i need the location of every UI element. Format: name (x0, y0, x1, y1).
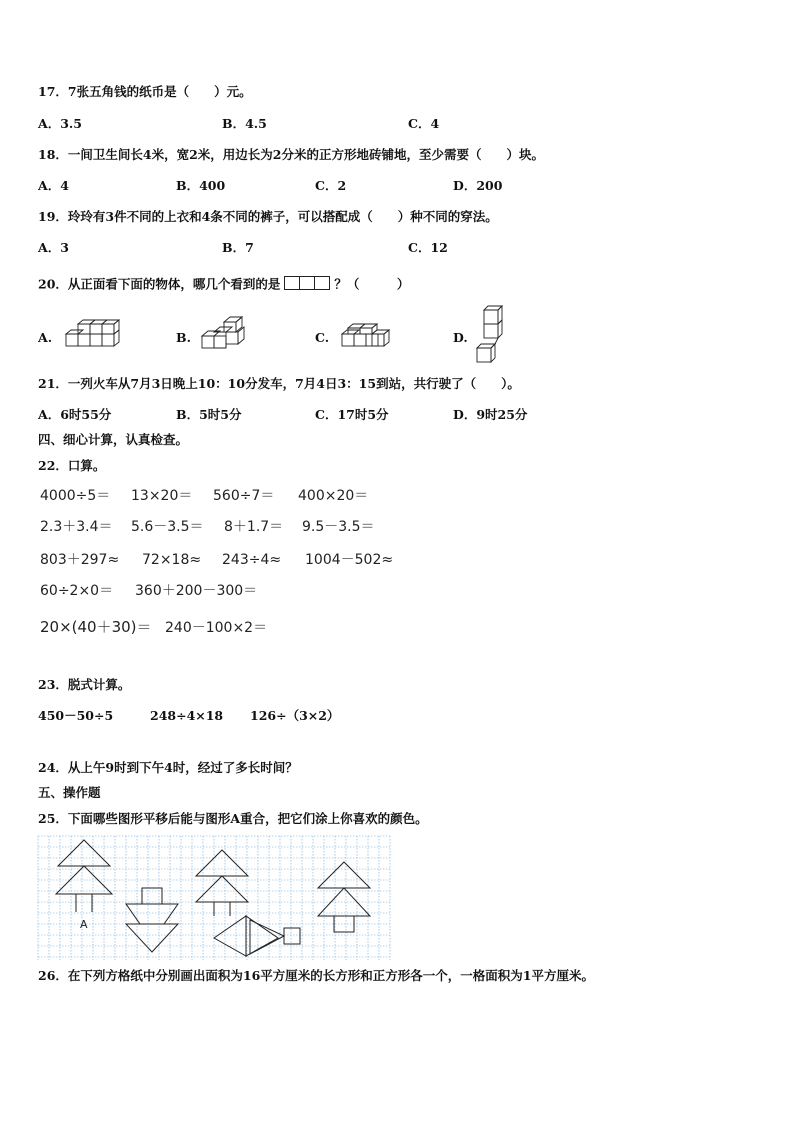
q18-option-b: B．400 (176, 178, 226, 193)
tree-shape-rotated (214, 916, 300, 956)
cube-figure-d-icon (474, 304, 506, 366)
shapes (56, 840, 370, 956)
calc-item: 5.6－3.5＝ (131, 519, 204, 535)
question-19-stem: 19．玲玲有3件不同的上衣和4条不同的裤子，可以搭配成（ ）种不同的穿法。 (38, 209, 498, 224)
q20-option-b: B. (176, 330, 191, 345)
q18-option-d: D．200 (453, 178, 503, 193)
calc-item: 9.5－3.5＝ (302, 519, 375, 535)
calc-item: 60÷2×0＝ (40, 583, 114, 599)
q20-stem-after: ？（ ） (334, 276, 410, 292)
section-4-heading: 四、细心计算，认真检查。 (38, 432, 189, 447)
figure-a-label: A (80, 918, 88, 931)
question-21-stem: 21．一列火车从7月3日晚上10：10分发车，7月4日3：15到站，共行驶了（ ）。 (38, 376, 520, 391)
q20-stem-before: 20．从正面看下面的物体，哪几个看到的是 (38, 276, 281, 292)
q17-option-b: B．4.5 (222, 116, 267, 131)
tree-shape-a (56, 840, 112, 912)
q19-option-b: B．7 (222, 240, 254, 255)
question-20-stem (38, 276, 409, 294)
dotted-grid-lines (38, 836, 390, 960)
question-17-stem: 17．7张五角钱的纸币是（ ）元。 (38, 84, 252, 99)
calc-item: 1004－502≈ (305, 552, 394, 568)
q19-option-a: A．3 (38, 240, 69, 255)
calc-item: 4000÷5＝ (40, 488, 111, 504)
question-26-stem: 26．在下列方格纸中分别画出面积为16平方厘米的长方形和正方形各一个，一格面积为1平方厘米。 (38, 968, 594, 983)
q19-option-c: C．12 (408, 240, 448, 255)
stepwise-calc-item: 248÷4×18 (150, 708, 224, 723)
calc-item: 8＋1.7＝ (224, 519, 284, 535)
q21-option-b: B．5时5分 (176, 407, 242, 422)
stepwise-calc-item: 126÷（3×2） (250, 708, 340, 723)
question-25-stem: 25．下面哪些图形平移后能与图形A重合，把它们涂上你喜欢的颜色。 (38, 811, 428, 826)
section-5-heading: 五、操作题 (38, 785, 101, 800)
cube-figure-b-icon (198, 316, 250, 352)
translation-grid-figure (38, 836, 390, 960)
calc-item: 20×(40＋30)＝ (40, 618, 152, 636)
calc-item: 400×20＝ (298, 488, 369, 504)
calc-item: 243÷4≈ (222, 552, 282, 568)
q17-option-c: C．4 (408, 116, 440, 131)
q20-option-d: D. (453, 330, 468, 345)
question-24-stem: 24．从上午9时到下午4时，经过了多长时间？ (38, 760, 298, 775)
calc-item: 560÷7＝ (213, 488, 275, 504)
calc-item: 2.3＋3.4＝ (40, 519, 113, 535)
q20-option-c: C. (315, 330, 330, 345)
cube-figure-c-icon (338, 320, 392, 352)
stepwise-calc-item: 450－50÷5 (38, 708, 114, 723)
calc-item: 13×20＝ (131, 488, 193, 504)
cube-figure-a-icon (62, 320, 122, 352)
question-23-title: 23．脱式计算。 (38, 677, 131, 692)
calc-item: 72×18≈ (142, 552, 202, 568)
q18-option-a: A．4 (38, 178, 69, 193)
calc-item: 360＋200－300＝ (135, 583, 258, 599)
q17-option-a: A．3.5 (38, 116, 82, 131)
calc-item: 803＋297≈ (40, 552, 120, 568)
question-22-title: 22．口算。 (38, 458, 106, 473)
calc-item: 240－100×2＝ (165, 620, 268, 636)
q21-option-d: D．9时25分 (453, 407, 528, 422)
tree-shape-2 (196, 850, 248, 916)
tree-shape-4 (318, 862, 370, 932)
q21-option-c: C．17时5分 (315, 407, 389, 422)
question-18-stem: 18．一间卫生间长4米，宽2米，用边长为2分米的正方形地砖铺地，至少需要（ ）块。 (38, 147, 544, 162)
three-squares-view-icon (284, 276, 330, 294)
q18-option-c: C．2 (315, 178, 347, 193)
q20-option-a: A. (38, 330, 53, 345)
q21-option-a: A．6时55分 (38, 407, 112, 422)
